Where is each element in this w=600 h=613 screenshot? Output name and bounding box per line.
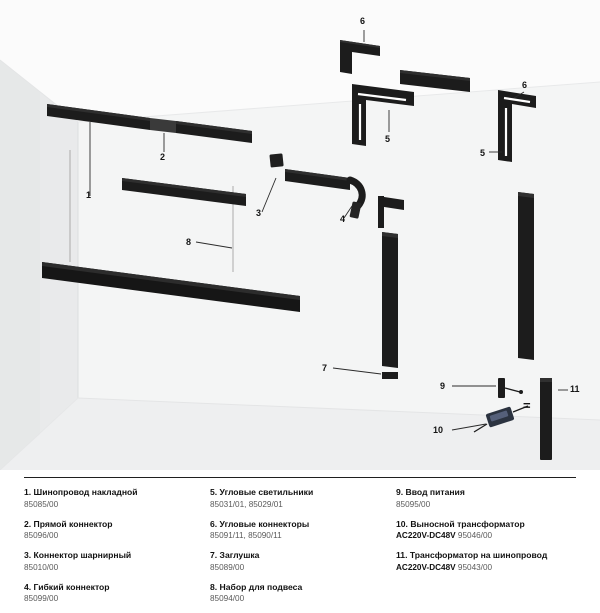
- legend-item: [24, 519, 204, 542]
- legend-item-name: 3. Коннектор шарнирный: [24, 550, 132, 560]
- legend-item-code: 95046/00: [457, 531, 493, 540]
- product-angular-luminaire-5b: [498, 90, 536, 162]
- legend-item-code: 85094/00: [210, 594, 245, 603]
- legend-item-code: 85099/00: [24, 594, 59, 603]
- legend-item: [24, 487, 204, 510]
- product-suspended-track-8: [42, 150, 300, 312]
- callout-5b: 5: [480, 148, 486, 158]
- product-remote-transformer-10: [474, 406, 528, 432]
- legend-item: [24, 582, 204, 605]
- legend-item-code-bold: AC220V-DC48V: [396, 562, 456, 572]
- product-track-transformer-11: [540, 378, 552, 460]
- callout-1: 1: [86, 190, 92, 200]
- legend-item-code: 85010/00: [24, 562, 59, 572]
- legend-column-1: [24, 487, 210, 613]
- product-flex-connector-4: [349, 180, 362, 219]
- legend-item: [210, 550, 390, 573]
- product-track-8b: [122, 178, 246, 206]
- legend-item-name: 2. Прямой коннектор: [24, 518, 113, 529]
- equals-sign: =: [523, 398, 531, 413]
- legend-item-code: 85091/11, 85090/11: [210, 531, 282, 540]
- legend-item-name: 6. Угловые коннекторы: [210, 518, 310, 529]
- legend-item-code: 85085/00: [24, 499, 59, 509]
- legend-item-code: 85095/00: [396, 499, 431, 509]
- product-corner-connector-6-top: [340, 40, 380, 74]
- callout-9: 9: [440, 381, 446, 391]
- legend-item-name: 5. Угловые светильники: [210, 487, 314, 497]
- legend-item-code: 85096/00: [24, 531, 59, 540]
- legend-item-code: 95043/00: [457, 562, 493, 572]
- legend-item-name: 8. Набор для подвеса: [210, 581, 303, 592]
- callout-5a: 5: [385, 134, 391, 144]
- legend-item: [210, 487, 390, 510]
- callout-3: 3: [256, 208, 262, 218]
- callout-2: 2: [160, 152, 166, 162]
- legend-item-name: 1. Шинопровод накладной: [24, 487, 138, 497]
- product-track-right-top: [400, 70, 470, 92]
- legend-item-code: 85031/01, 85029/01: [210, 499, 283, 509]
- legend-item-code-combined: [396, 562, 574, 573]
- legend-column-2: [210, 487, 396, 613]
- legend-item-name: 9. Ввод питания: [396, 487, 465, 497]
- product-vertical-track-right: [518, 192, 534, 360]
- callout-8: 8: [186, 237, 192, 247]
- legend-item-name: 11. Трансформатор на шинопровод: [396, 550, 548, 560]
- legend-divider: [24, 477, 576, 478]
- legend-item: [396, 519, 574, 542]
- legend-item-name: 7. Заглушка: [210, 550, 260, 560]
- legend-item-name: 4. Гибкий коннектор: [24, 581, 110, 592]
- product-connector-2: [150, 118, 252, 143]
- callout-4: 4: [340, 214, 346, 224]
- product-hinge-connector-3: [269, 153, 283, 167]
- product-vertical-track-7: [382, 232, 398, 379]
- callout-10: 10: [433, 425, 444, 435]
- leader-lines: [90, 30, 568, 430]
- product-angular-luminaire-5a: [352, 84, 414, 146]
- callout-11: 11: [570, 384, 580, 394]
- legend-item-code-combined: [396, 530, 574, 541]
- product-track-1: [47, 104, 150, 130]
- legend-item: [210, 582, 390, 605]
- callout-6a: 6: [360, 16, 366, 26]
- callout-6b: 6: [522, 80, 528, 90]
- legend-item-name: 10. Выносной трансформатор: [396, 518, 525, 529]
- legend-item: [396, 550, 574, 573]
- legend-column-3: [396, 487, 580, 613]
- legend-item: [24, 550, 204, 573]
- legend-item-code: 85089/00: [210, 562, 245, 572]
- callout-7: 7: [322, 363, 328, 373]
- product-corner-connector-right: [378, 196, 404, 228]
- legend-item-code-bold: AC220V-DC48V: [396, 531, 456, 540]
- product-power-feed-9: [498, 378, 523, 398]
- product-track-mid: [285, 169, 350, 190]
- legend-item: [210, 519, 390, 542]
- legend-item: [396, 487, 574, 510]
- legend: [24, 487, 580, 613]
